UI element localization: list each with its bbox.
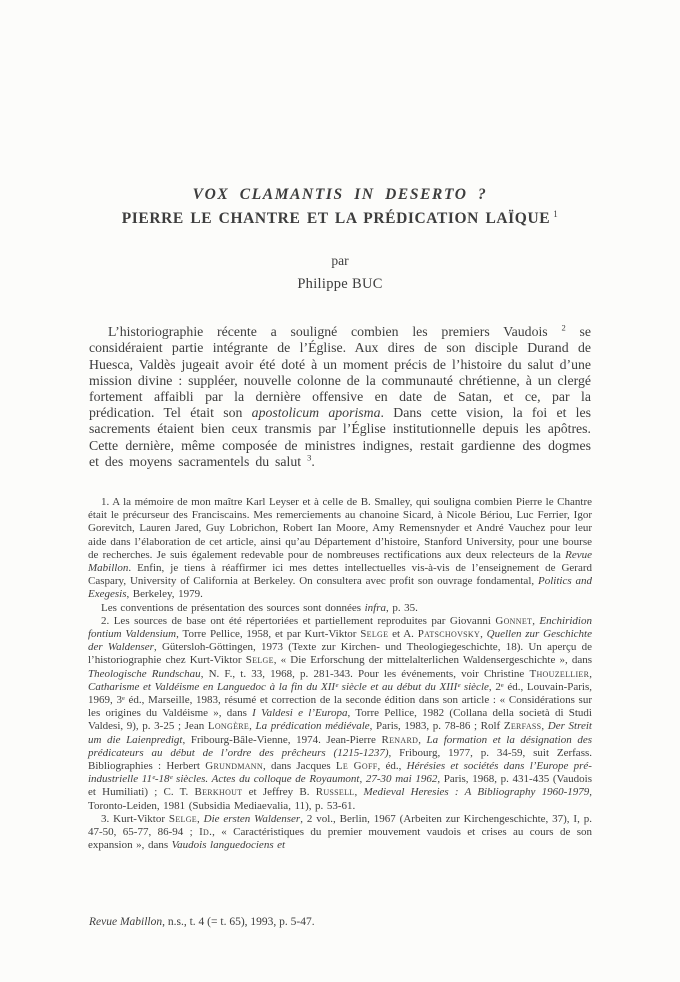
author-name: Philippe BUC — [297, 276, 383, 293]
title-footnote-ref: 1 — [553, 209, 559, 219]
byline-par: par — [331, 253, 349, 269]
footnote-1: 1. A la mémoire de mon maître Karl Leyser et à celle de B. Smalley, qui souligna combien Pierre le Chantre était le précurseur des Franciscains. Mes remerciements au chanoine Sicard, à Nicole Bériou, Luc Ferrier, Igor Gorevitch, Lauren Jared, Guy Lobrichon, Robert Ian Moore, Amy Remensnyder et André Vauchez pour leur aide dans l’élaboration de cet article, ainsi qu’au Département d’histoire, Stanford University, pour une bourse de recherches. Je suis également redevable pour de nombreuses rectifications aux deux relecteurs de la Revue Mabillon. Enfin, je tiens à réaffirmer ici mes dettes intellectuelles vis-à-vis de l’enseignement de Gerard Caspary, University of California at Berkeley. On consultera avec profit son ouvrage fondamental, Politics and Exegesis, Berkeley, 1979. — [88, 495, 592, 601]
article-title-main — [0, 209, 680, 228]
title-block — [0, 0, 680, 293]
footnote-1-conventions-note: Les conventions de présentation des sources sont données infra, p. 35. — [101, 601, 418, 614]
article-title-latin: VOX CLAMANTIS IN DESERTO ? — [192, 186, 488, 203]
journal-citation-footer: Revue Mabillon, n.s., t. 4 (= t. 65), 1993, p. 5-47. — [89, 916, 315, 928]
footnote-2: 2. Les sources de base ont été répertoriées et partiellement reproduites par Giovanni Gonnet, Enchiridion fontium Valdensium, Torre Pellice, 1958, et par Kurt-Viktor Selge et A. Patschovsky, Quellen zur Geschichte der Waldenser, Gütersloh-Göttingen, 1973 (Texte zur Kirchen- und Theologiegeschichte, 18). Un aperçu de l’historiographie chez Kurt-Viktor Selge, « Die Erforschung der mittelalterlichen Waldensergeschichte », dans Theologische Rundschau, N. F., t. 33, 1968, p. 281-343. Pour les événements, voir Christine Thouzellier, Catharisme et Valdéisme en Languedoc à la fin du XIIᵉ siècle et au début du XIIIᵉ siècle, 2ᵉ éd., Louvain-Paris, 1969, 3ᵉ éd., Marseille, 1983, résumé et correction de la seconde édition dans son article : « Considérations sur les origines du Valdéisme », dans I Valdesi e l’Europa, Torre Pellice, 1982 (Collana della società di Studi Valdesi, 9), p. 3-25 ; Jean Longère, La prédication médiévale, Paris, 1983, p. 78-86 ; Rolf Zerfass, Der Streit um die Laienpredigt, Fribourg-Bâle-Vienne, 1974. Jean-Pierre Renard, La formation et la désignation des prédicateurs au début de l’ordre des prêcheurs (1215-1237), Fribourg, 1977, p. 34-59, suit Zerfass. Bibliographies : Herbert Grundmann, dans Jacques Le Goff, éd., Hérésies et sociétés dans l’Europe pré-industrielle 11ᵉ-18ᵉ siècles. Actes du colloque de Royaumont, 27-30 mai 1962, Paris, 1968, p. 431-435 (Vaudois et Humiliati) ; C. T. Berkhout et Jeffrey B. Russell, Medieval Heresies : A Bibliography 1960-1979, Toronto-Leiden, 1981 (Subsidia Mediaevalia, 11), p. 53-61. — [88, 614, 593, 812]
body-paragraph: L’historiographie récente a souligné combien les premiers Vaudois $^2$ se considéraient partie intégrante de l’Église. Aux dires de son disciple Durand de Huesca, Valdès jugeait avoir été doté à un moment précis de l’histoire du salut d’une mission divine : suppléer, nouvelle colonne de la communauté chrétienne, à un clergé fortement affaibli par la dernière offensive en date de Satan, et ce, par la prédication. Tel était son apostolicum aporisma. Dans cette vision, la foi et les sacrements étaient bien ceux transmis par l’Église institutionnelle depuis les apôtres. Cette dernière, même composée de ministres indignes, restait gardienne des dogmes et des moyens sacramentels du salut $^3$. — [89, 322, 592, 469]
footnotes-section — [88, 496, 592, 852]
footnote-3: 3. Kurt-Viktor Selge, Die ersten Waldenser, 2 vol., Berlin, 1967 (Arbeiten zur Kirchengeschichte, 37), I, p. 47-50, 65-77, 86-94 ; Id., « Caractéristiques du premier mouvement vaudois et crises au cours de son expansion », dans Vaudois languedociens et — [88, 812, 593, 852]
article-body — [89, 324, 591, 470]
article-title-main-text: PIERRE LE CHANTRE ET LA PRÉDICATION LAÏQUE — [121, 210, 551, 228]
